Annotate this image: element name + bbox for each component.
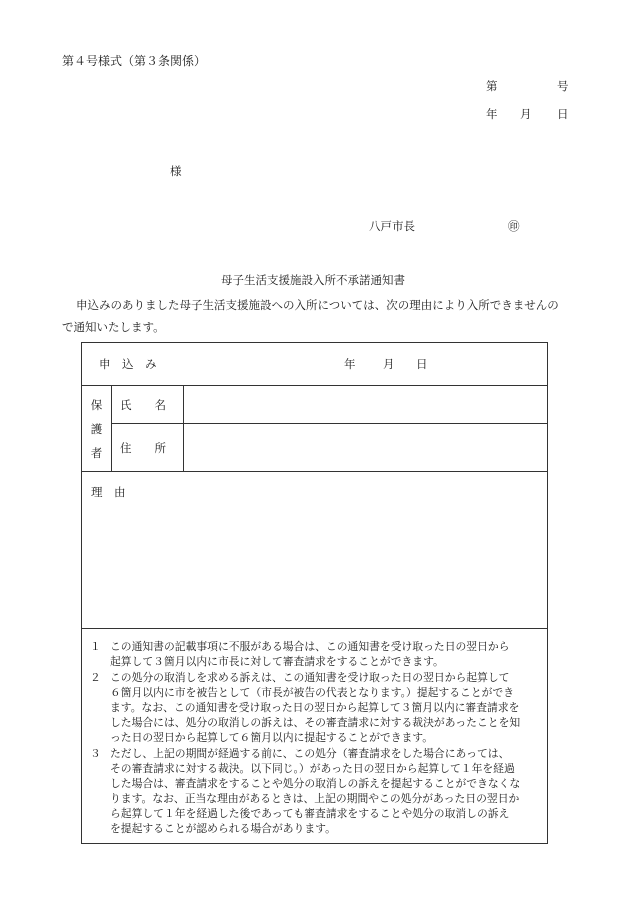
note-3-line-6: を提起することが認められる場合があります。 <box>110 822 336 835</box>
note-3-line-3: した場合は、審査請求をすることや処分の取消しの訴えを提起することができなくな <box>110 777 521 790</box>
note-number-1: １ <box>90 640 101 653</box>
intro-text-line-2: で通知いたします。 <box>62 320 165 334</box>
document-title: 母子生活支援施設入所不承諾通知書 <box>221 273 405 287</box>
note-item-2 <box>90 670 539 745</box>
application-date-cell <box>82 343 548 386</box>
issue-date-month: 月 <box>520 107 532 121</box>
issue-date-year: 年 <box>486 107 498 121</box>
application-year-label: 年 <box>344 357 356 371</box>
note-3-line-2: その審査請求に対する裁決。以下同じ。）があった日の翌日から起算して１年を経過 <box>110 762 515 775</box>
reason-row <box>82 472 548 629</box>
addressee-honorific: 様 <box>170 164 182 178</box>
guardian-label-cell <box>82 386 112 472</box>
note-3-line-5: ら起算して１年を経過した後であっても審査請求をすることや処分の取消しの訴え <box>110 807 510 820</box>
note-2-line-4: した場合には、処分の取消しの訴えは、その審査請求に対する裁決があったことを知 <box>110 716 521 729</box>
application-date-row <box>82 343 548 386</box>
reason-label: 理 由 <box>91 485 126 499</box>
guardian-char-1: 保 <box>90 397 103 412</box>
form-number: 第４号様式（第３条関係） <box>62 54 207 68</box>
issue-date-day: 日 <box>557 107 569 121</box>
address-field[interactable] <box>184 424 548 472</box>
guardian-char-2: 護 <box>90 421 103 436</box>
note-2-line-1: この処分の取消しを求める訴えは、この通知書を受け取った日の翌日から起算して <box>110 671 510 684</box>
guardian-char-3: 者 <box>90 445 103 460</box>
reason-cell[interactable] <box>82 472 548 629</box>
document-number-suffix: 号 <box>557 79 569 93</box>
note-number-2: ２ <box>90 671 101 684</box>
document-number-prefix: 第 <box>486 79 498 93</box>
name-field[interactable] <box>184 386 548 424</box>
note-item-3 <box>90 746 539 836</box>
official-seal-mark: ㊞ <box>508 219 520 233</box>
address-label: 住 所 <box>112 424 184 472</box>
application-details-table <box>81 342 548 844</box>
note-item-1 <box>90 639 539 669</box>
application-month-label: 月 <box>383 357 395 371</box>
note-number-3: ３ <box>90 747 101 760</box>
application-label: 申 込 み <box>99 357 157 371</box>
note-1-line-1: この通知書の記載事項に不服がある場合は、この通知書を受け取った日の翌日から <box>110 640 510 653</box>
note-2-line-5: った日の翌日から起算して６箇月以内に提起することができます。 <box>110 731 434 744</box>
note-2-line-2: ６箇月以内に市を被告として（市長が被告の代表となります。）提起することができ <box>110 686 515 699</box>
intro-text-line-1: 申込みのありました母子生活支援施設への入所については、次の理由により入所できませんの <box>76 298 559 312</box>
name-label: 氏 名 <box>112 386 184 424</box>
guardian-name-row <box>82 386 548 424</box>
note-3-line-1: ただし、上記の期間が経過する前に、この処分（審査請求をした場合にあっては、 <box>110 747 510 760</box>
notes-row <box>82 629 548 844</box>
note-3-line-4: ります。なお、正当な理由があるときは、上記の期間やこの処分があった日の翌日か <box>110 792 520 805</box>
notes-cell <box>82 629 548 844</box>
application-day-label: 日 <box>416 357 428 371</box>
note-1-line-2: 起算して３箇月以内に市長に対して審査請求をすることができます。 <box>110 655 444 668</box>
note-2-line-3: ます。なお、この通知書を受け取った日の翌日から起算して３箇月以内に審査請求を <box>110 701 520 714</box>
sender-name: 八戸市長 <box>369 219 415 233</box>
guardian-address-row <box>82 424 548 472</box>
